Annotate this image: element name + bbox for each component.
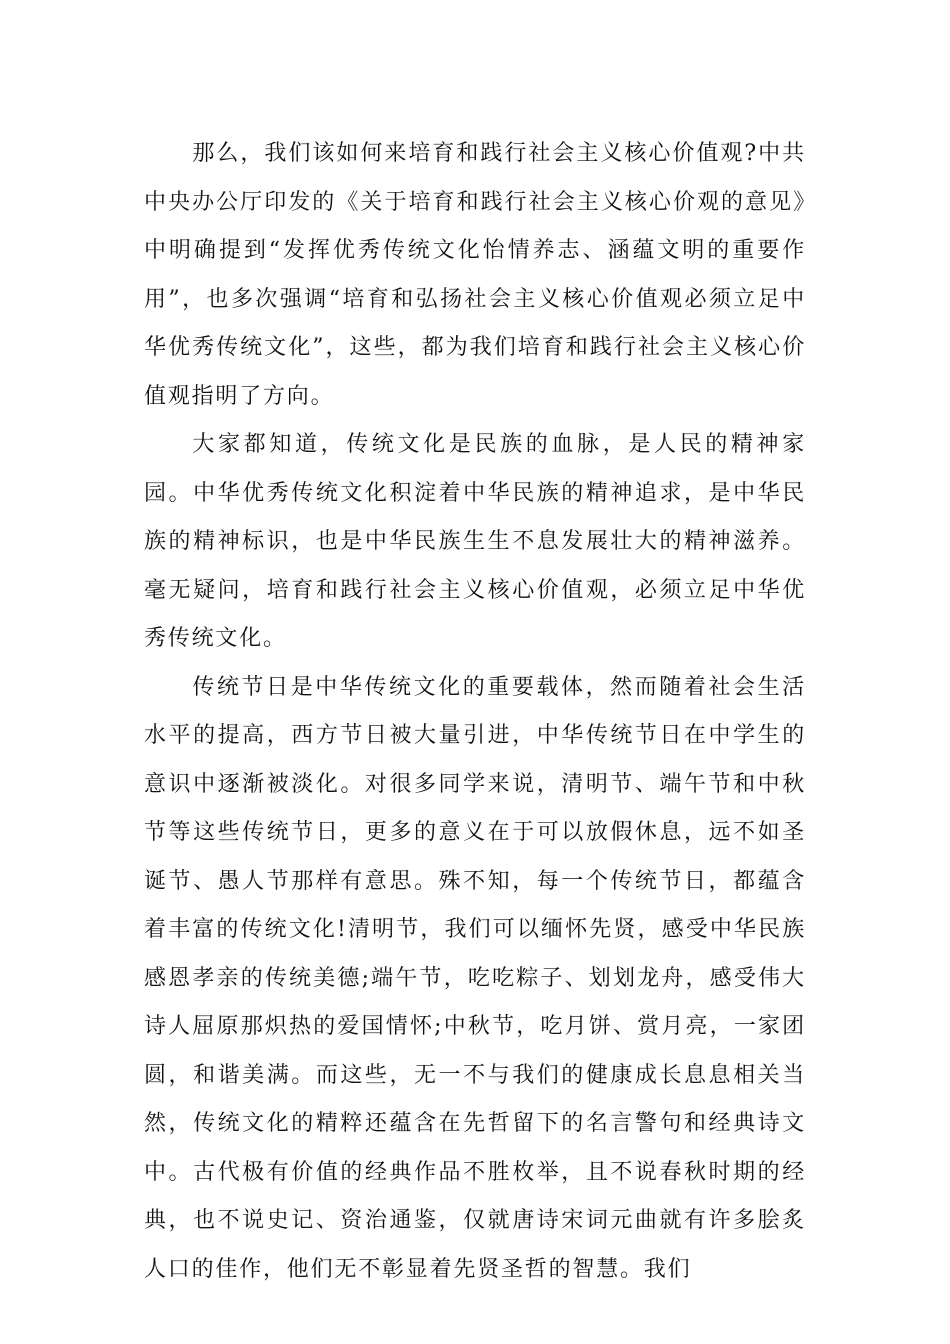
paragraph-3: 传统节日是中华传统文化的重要载体，然而随着社会生活水平的提高，西方节日被大量引进，中华传统节日在中学生的意识中逐渐被淡化。对很多同学来说，清明节、端午节和中秋节等这些传统节日，更多的意义在于可以放假休息，远不如圣诞节、愚人节那样有意思。殊不知，每一个传统节日，都蕴含着丰富的传统文化!清明节，我们可以缅怀先贤，感受中华民族感恩孝亲的传统美德;端午节，吃吃粽子、划划龙舟，感受伟大诗人屈原那炽热的爱国情怀;中秋节，吃月饼、赏月亮，一家团圆，和谐美满。而这些，无一不与我们的健康成长息息相关当然，传统文化的精粹还蕴含在先哲留下的名言警句和经典诗文中。古代极有价值的经典作品不胜枚举，且不说春秋时期的经典，也不说史记、资治通鉴，仅就唐诗宋词元曲就有许多脍炙人口的佳作，他们无不彰显着先贤圣哲的智慧。我们: [144, 674, 806, 1282]
paragraph-1: 那么，我们该如何来培育和践行社会主义核心价值观?中共中央办公厅印发的《关于培育和践行社会主义核心价观的意见》中明确提到“发挥优秀传统文化怡情养志、涵蕴文明的重要作用”，也多次强调“培育和弘扬社会主义核心价值观必须立足中华优秀传统文化”，这些，都为我们培育和践行社会主义核心价值观指明了方向。: [144, 141, 806, 409]
paragraph-2: 大家都知道，传统文化是民族的血脉，是人民的精神家园。中华优秀传统文化积淀着中华民族的精神追求，是中华民族的精神标识，也是中华民族生生不息发展壮大的精神滋养。毫无疑问，培育和践行社会主义核心价值观，必须立足中华优秀传统文化。: [144, 432, 806, 651]
document-body: [144, 130, 806, 1294]
